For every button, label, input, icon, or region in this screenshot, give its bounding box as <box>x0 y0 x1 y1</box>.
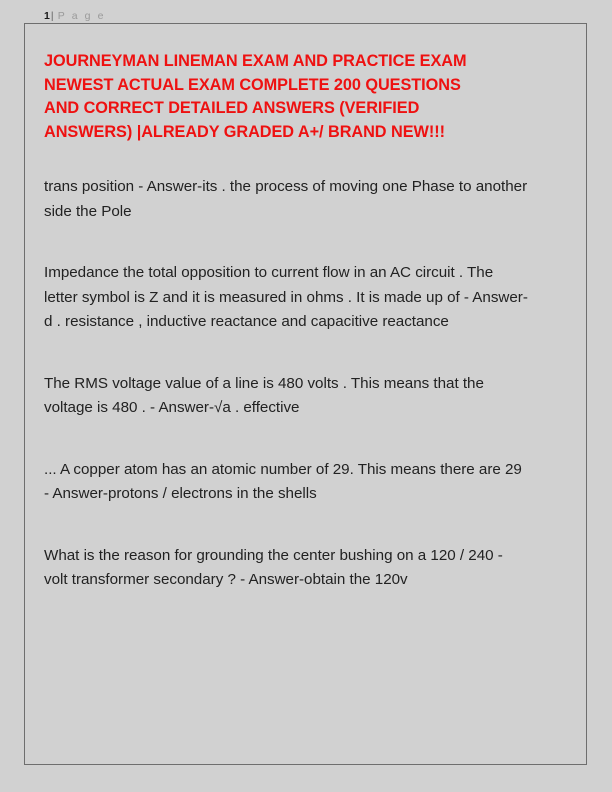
page-header-label: P a g e <box>57 10 106 22</box>
qa-paragraph: ... A copper atom has an atomic number of 29. This means there are 29 - Answer-protons / electrons in the shells <box>44 460 522 502</box>
page-header-separator: | <box>50 10 54 22</box>
qa-paragraph: trans position - Answer-its . the process of moving one Phase to another side the Pole <box>44 178 528 220</box>
qa-paragraph: The RMS voltage value of a line is 480 volts . This means that the voltage is 480 . - Answer-√a . effective <box>44 374 484 416</box>
qa-paragraph: Impedance the total opposition to current flow in an AC circuit . The letter symbol is Z and it is measured in ohms . It is made up of - Answer-d . resistance , inductive reactance and capacitive reactance <box>44 264 528 330</box>
page-header <box>44 9 536 25</box>
document-title: JOURNEYMAN LINEMAN EXAM AND PRACTICE EXAM NEWEST ACTUAL EXAM COMPLETE 200 QUESTIONS AND CORRECT DETAILED ANSWERS (VERIFIED ANSWERS) |ALREADY GRADED A+/ BRAND NEW!!! <box>44 52 467 141</box>
page-number: 1 <box>44 10 50 22</box>
page-content-area <box>44 9 536 593</box>
qa-paragraph: What is the reason for grounding the center bushing on a 120 / 240 - volt transformer secondary ? - Answer-obtain the 120v <box>44 546 503 588</box>
document-body <box>44 144 536 593</box>
